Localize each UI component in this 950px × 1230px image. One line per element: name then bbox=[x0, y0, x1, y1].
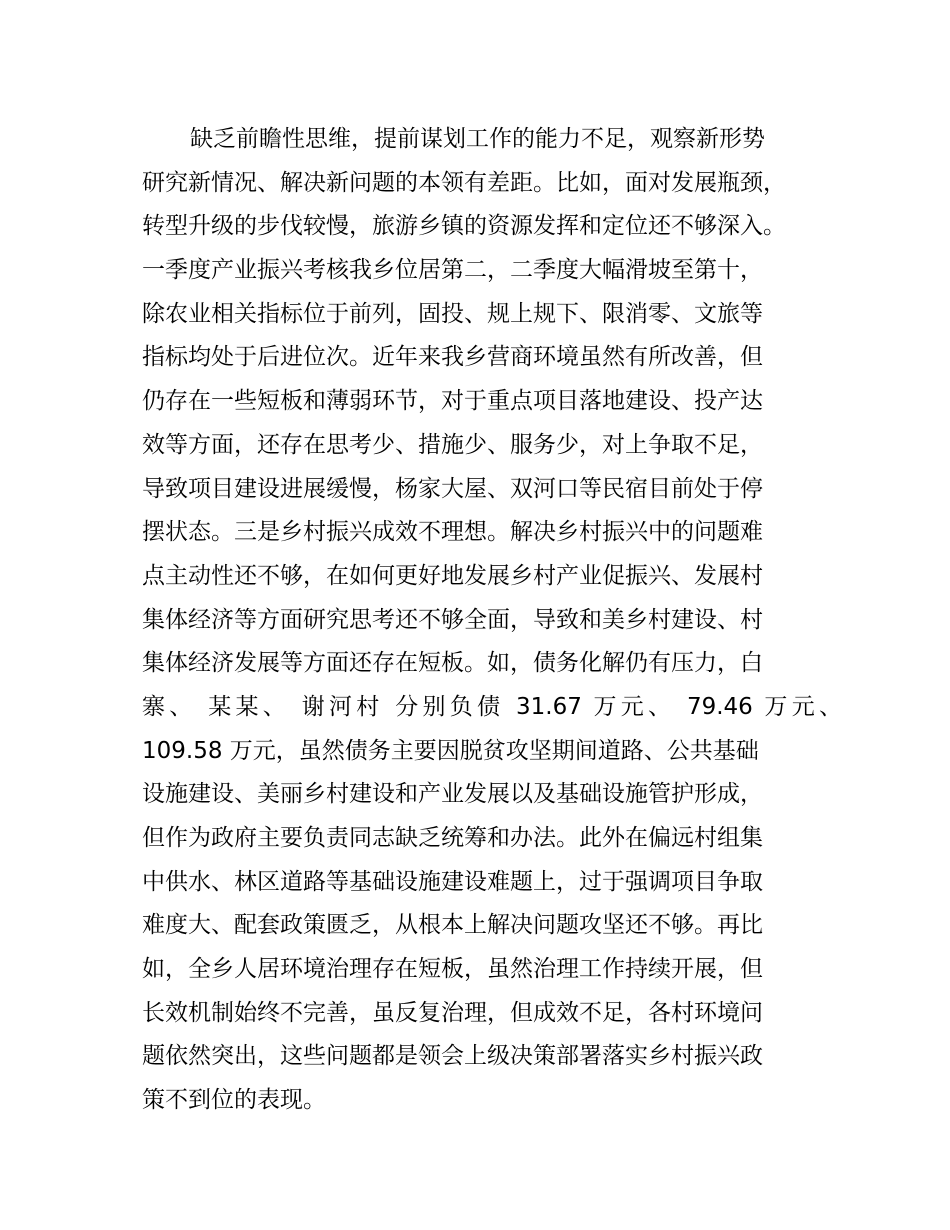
paragraph-line-4: 一季度产业振兴考核我乡位居第二，二季度大幅滑坡至第十， bbox=[142, 257, 763, 284]
paragraph-line-6: 指标均处于后进位次。近年来我乡营商环境虽然有所改善，但 bbox=[142, 344, 763, 371]
paragraph-line-18: 中供水、林区道路等基础设施建设难题上，过于强调项目争取 bbox=[142, 868, 763, 895]
paragraph-line-9: 导致项目建设进展缓慢，杨家大屋、双河口等民宿目前处于停 bbox=[142, 475, 763, 502]
body-paragraph bbox=[142, 118, 842, 1123]
paragraph-line-20: 如，全乡人居环境治理存在短板，虽然治理工作持续开展，但 bbox=[142, 956, 763, 983]
paragraph-line-17: 但作为政府主要负责同志缺乏统筹和办法。此外在偏远村组集 bbox=[142, 825, 763, 851]
paragraph-line-14: 寨、 某某、 谢河村 分别负债 31.67 万元、 79.46 万元、 bbox=[142, 693, 842, 720]
paragraph-line-13: 集体经济发展等方面还存在短板。如，债务化解仍有压力，白 bbox=[142, 650, 763, 677]
paragraph-line-19: 难度大、配套政策匮乏，从根本上解决问题攻坚还不够。再比 bbox=[142, 912, 763, 939]
paragraph-line-5: 除农业相关指标位于前列，固投、规上规下、限消零、文旅等 bbox=[142, 300, 763, 327]
paragraph-line-21: 长效机制始终不完善，虽反复治理，但成效不足，各村环境问 bbox=[142, 999, 763, 1026]
paragraph-line-8: 效等方面，还存在思考少、措施少、服务少，对上争取不足， bbox=[142, 431, 763, 458]
paragraph-line-15: 109.58 万元，虽然债务主要因脱贫攻坚期间道路、公共基础 bbox=[142, 737, 759, 764]
paragraph-line-23: 策不到位的表现。 bbox=[142, 1087, 326, 1114]
paragraph-line-3: 转型升级的步伐较慢，旅游乡镇的资源发挥和定位还不够深入。 bbox=[142, 213, 786, 240]
paragraph-line-12: 集体经济等方面研究思考还不够全面，导致和美乡村建设、村 bbox=[142, 606, 763, 633]
paragraph-line-7: 仍存在一些短板和薄弱环节，对于重点项目落地建设、投产达 bbox=[142, 388, 763, 415]
paragraph-line-16: 设施建设、美丽乡村建设和产业发展以及基础设施管护形成， bbox=[142, 781, 763, 808]
paragraph-line-11: 点主动性还不够，在如何更好地发展乡村产业促振兴、发展村 bbox=[142, 562, 763, 589]
paragraph-line-2: 研究新情况、解决新问题的本领有差距。比如，面对发展瓶颈， bbox=[142, 169, 786, 196]
paragraph-line-22: 题依然突出，这些问题都是领会上级决策部署落实乡村振兴政 bbox=[142, 1043, 763, 1070]
paragraph-line-10: 摆状态。三是乡村振兴成效不理想。解决乡村振兴中的问题难 bbox=[142, 519, 763, 546]
paragraph-line-1: 缺乏前瞻性思维，提前谋划工作的能力不足，观察新形势 bbox=[190, 126, 765, 152]
